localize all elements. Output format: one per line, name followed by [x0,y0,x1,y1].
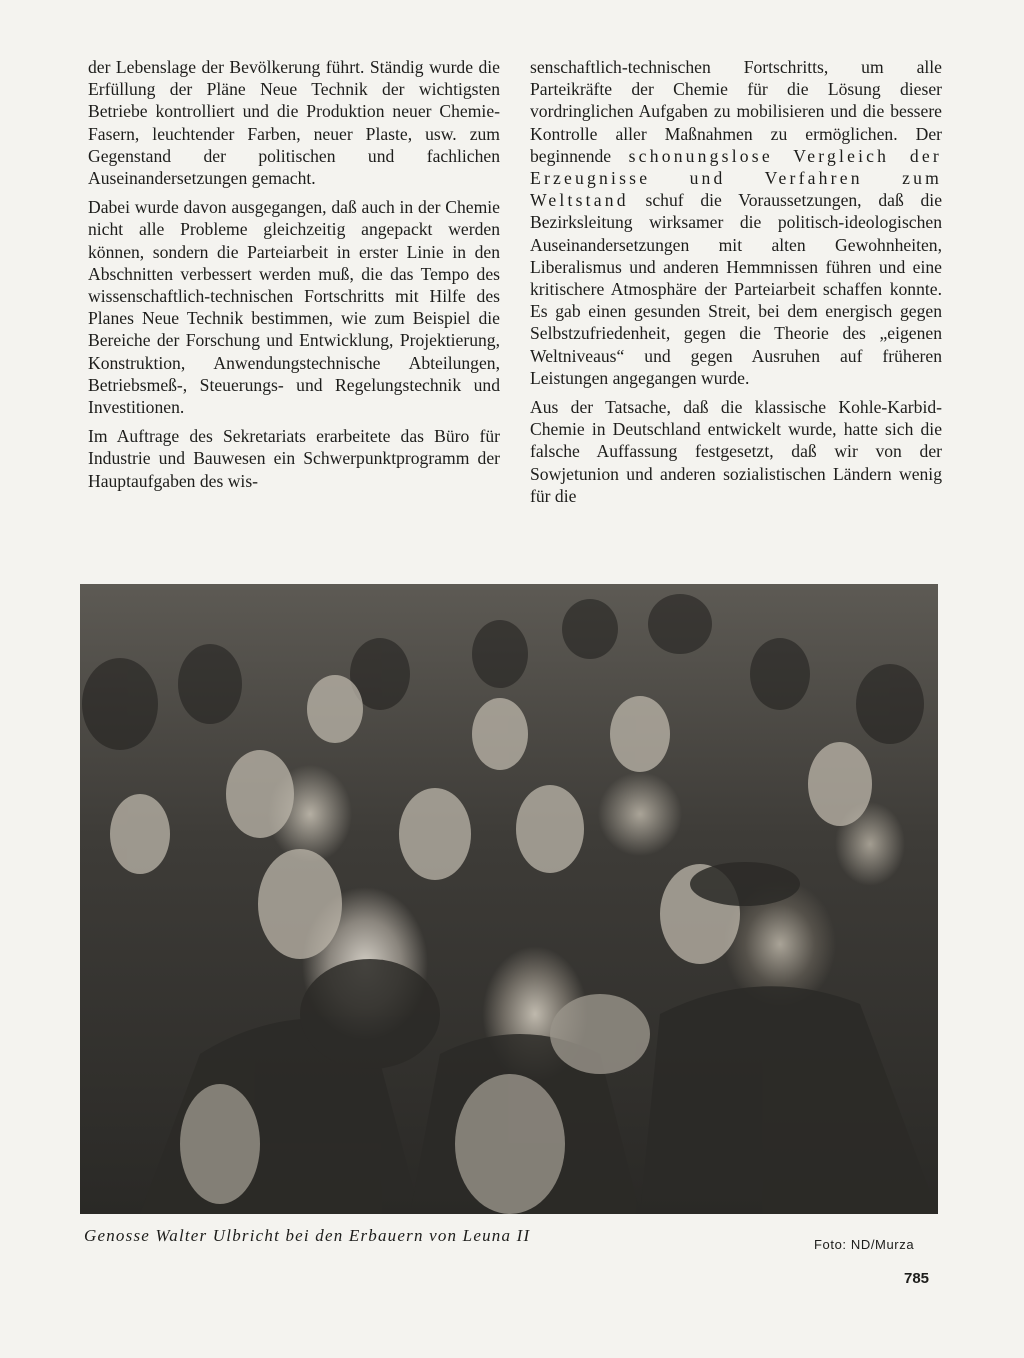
photo-credit: Foto: ND/Murza [814,1237,915,1252]
paragraph: der Lebenslage der Bevölkerung führt. Ständig wurde die Erfüllung der Pläne Neue Technik der wichtigsten Betriebe kontrolliert und die Produktion neuer Chemie-Fasern, leuchtender Farben, neuer Plaste, usw. zum Gegenstand der politischen und fachlichen Auseinandersetzungen gemacht. [88,57,500,189]
spaced-emphasis-text: schonungslose Vergleich der Erzeugnisse und Verfahren zum Weltstand [530,145,942,211]
crowd-photograph [80,584,938,1214]
page-number: 785 [904,1270,930,1287]
paragraph-text: senschaftlich-technischen Fortschritts, um alle Parteikräfte der Chemie für die Lösung dieser vordringlichen Aufgaben zu mobilisieren und die bessere Kontrolle aller Maßnahmen zu ermöglichen. Der beginnende [530,57,942,166]
paragraph-text: schuf die Voraussetzungen, daß die Bezirksleitung wirksamer die politisch-ideologischen Auseinandersetzungen mit alten Gewohnheiten, Liberalismus und anderen Hemmnissen führen und eine kritischere Atmosphäre der Parteiarbeit schaffen konnte. Es gab einen gesunden Streit, bei dem energisch gegen Selbstzufriedenheit, gegen die Theorie des „eigenen Weltniveaus“ und gegen Ausruhen auf früheren Leistungen angegangen wurde. [530,190,942,388]
left-text-column [88,56,500,499]
paragraph: Dabei wurde davon ausgegangen, daß auch in der Chemie nicht alle Probleme gleichzeitig angepackt werden können, sondern die Parteiarbeit in erster Linie in den Abschnitten verbessert werden muß, die das Tempo des wissenschaftlich-technischen Fortschritts mit Hilfe des Planes Neue Technik bestimmen, wie zum Beispiel die Bereiche der Forschung und Entwicklung, Projektierung, Konstruktion, Anwendungstechnische Abteilungen, Betriebsmeß-, Steuerungs- und Regelungstechnik und Investitionen. [88,197,500,418]
paragraph: Im Auftrage des Sekretariats erarbeitete das Büro für Industrie und Bauwesen ein Schwerpunktprogramm der Hauptaufgaben des wis- [88,426,500,491]
paragraph [530,56,942,389]
photo-caption: Genosse Walter Ulbricht bei den Erbauern von Leuna II [84,1226,531,1245]
crowd-silhouettes [80,584,938,1214]
paragraph: Aus der Tatsache, daß die klassische Kohle-Karbid-Chemie in Deutschland entwickelt wurde, hatte sich die falsche Auffassung festgesetzt, daß wir von der Sowjetunion und anderen sozialistischen Ländern wenig für die [530,397,942,506]
right-text-column [530,56,942,514]
